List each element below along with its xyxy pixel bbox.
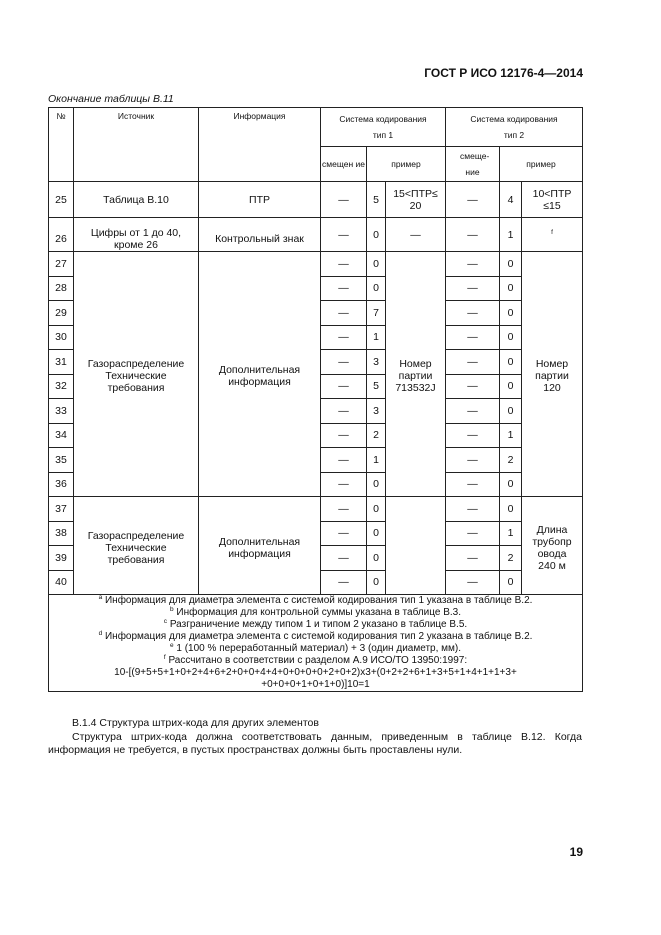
value1-cell: 3 — [367, 399, 386, 424]
source-cell: Цифры от 1 до 40, кроме 26 — [74, 218, 199, 252]
offset2-cell: — — [446, 521, 500, 546]
example2-cell: Номер партии 120 — [522, 252, 583, 497]
offset1-cell: — — [321, 325, 367, 350]
page-number: 19 — [569, 845, 583, 859]
header-row — [49, 108, 583, 147]
col-info-header: Информация — [199, 108, 321, 182]
example1-cell — [386, 497, 446, 595]
offset1-cell: — — [321, 423, 367, 448]
example2-cell — [522, 218, 583, 252]
offset1-cell: — — [321, 399, 367, 424]
col-example1-header: пример — [367, 147, 446, 182]
footnotes-cell — [49, 595, 583, 692]
offset1-cell: — — [321, 546, 367, 571]
info-cell: ПТР — [199, 182, 321, 218]
info-cell: Дополнительная информация — [199, 497, 321, 595]
value1-cell: 0 — [367, 570, 386, 595]
col-example2-header: пример — [500, 147, 583, 182]
offset1-cell: — — [321, 570, 367, 595]
row-number: 39 — [49, 546, 74, 571]
offset2-cell: — — [446, 301, 500, 326]
value2-cell: 0 — [500, 276, 522, 301]
section-block — [48, 717, 582, 758]
source-cell: Газораспределение Технические требования — [74, 252, 199, 497]
col-source-header: Источник — [74, 108, 199, 182]
offset2-cell: — — [446, 350, 500, 375]
section-title: B.1.4 Структура штрих-кода для других элементов — [72, 717, 319, 729]
col-offset1-header: смещен ие — [321, 147, 367, 182]
example1-cell: — — [386, 218, 446, 252]
barcode-table — [48, 107, 583, 692]
value1-cell: 1 — [367, 448, 386, 473]
row-number: 29 — [49, 301, 74, 326]
table-row — [49, 218, 583, 252]
value1-cell: 5 — [367, 374, 386, 399]
formula-line: 10-[(9+5+5+1+0+2+4+6+2+0+0+4+4+0+0+0+0+2+0+2)х3+(0+2+2+6+1+3+5+1+4+1+1+3+ — [114, 667, 517, 678]
col-sys1-header: Система кодирования тип 1 — [321, 108, 446, 147]
value2-cell: 0 — [500, 301, 522, 326]
row-number: 31 — [49, 350, 74, 375]
offset1-cell: — — [321, 218, 367, 252]
footnote: $^a$ Информация для диаметра элемента с системой кодирования тип 1 указана в таблице B.2. — [98, 594, 533, 606]
offset2-cell: — — [446, 497, 500, 522]
formula-line: +0+0+0+1+0+1+0)]10=1 — [261, 679, 370, 690]
offset2-cell: — — [446, 218, 500, 252]
value1-cell: 1 — [367, 325, 386, 350]
row-number: 25 — [49, 182, 74, 218]
footnote: $^c$ Разграничение между типом 1 и типом 2 указано в таблице B.5. — [163, 618, 468, 630]
value1-cell: 0 — [367, 218, 386, 252]
table-row — [49, 252, 583, 277]
offset2-cell: — — [446, 276, 500, 301]
offset1-cell: — — [321, 252, 367, 277]
footnote-ref: f — [551, 228, 553, 236]
source-cell: Газораспределение Технические требования — [74, 497, 199, 595]
value2-cell: 4 — [500, 182, 522, 218]
col-no-header: № — [49, 108, 74, 182]
table-row — [49, 497, 583, 522]
offset1-cell: — — [321, 448, 367, 473]
row-number: 34 — [49, 423, 74, 448]
row-number: 33 — [49, 399, 74, 424]
offset1-cell: — — [321, 301, 367, 326]
table-row — [49, 182, 583, 218]
value1-cell: 2 — [367, 423, 386, 448]
footnote: $^d$ Информация для диаметра элемента с системой кодирования тип 2 указана в таблице B.2. — [98, 630, 533, 642]
value2-cell: 0 — [500, 252, 522, 277]
col-sys2-header: Система кодирования тип 2 — [446, 108, 583, 147]
example1-cell: 15<ПТР≤ 20 — [386, 182, 446, 218]
offset2-cell: — — [446, 570, 500, 595]
example2-cell: 10<ПТР ≤15 — [522, 182, 583, 218]
offset1-cell: — — [321, 276, 367, 301]
value1-cell: 0 — [367, 546, 386, 571]
value2-cell: 0 — [500, 570, 522, 595]
offset2-cell: — — [446, 182, 500, 218]
col-offset2-header: смеще- ние — [446, 147, 500, 182]
value1-cell: 0 — [367, 521, 386, 546]
value2-cell: 0 — [500, 399, 522, 424]
row-number: 36 — [49, 472, 74, 497]
value2-cell: 2 — [500, 546, 522, 571]
value1-cell: 5 — [367, 182, 386, 218]
offset1-cell: — — [321, 350, 367, 375]
footnote: $^b$ Информация для контрольной суммы указана в таблице B.3. — [169, 606, 462, 618]
offset1-cell: — — [321, 182, 367, 218]
row-number: 32 — [49, 374, 74, 399]
offset2-cell: — — [446, 252, 500, 277]
footnotes-row — [49, 595, 583, 692]
offset1-cell: — — [321, 521, 367, 546]
table-caption: Окончание таблицы B.11 — [48, 93, 174, 105]
value1-cell: 7 — [367, 301, 386, 326]
info-cell: Дополнительная информация — [199, 252, 321, 497]
offset2-cell: — — [446, 546, 500, 571]
value2-cell: 0 — [500, 497, 522, 522]
offset1-cell: — — [321, 374, 367, 399]
offset1-cell: — — [321, 497, 367, 522]
offset2-cell: — — [446, 374, 500, 399]
example2-cell: Длина трубопр овода 240 м — [522, 497, 583, 595]
value1-cell: 0 — [367, 276, 386, 301]
value2-cell: 2 — [500, 448, 522, 473]
value1-cell: 0 — [367, 472, 386, 497]
row-number: 37 — [49, 497, 74, 522]
document-header: ГОСТ Р ИСО 12176-4—2014 — [424, 66, 583, 80]
footnote: $^e$ 1 (100 % переработанный материал) + 3 (один диаметр, мм). — [169, 642, 462, 654]
value2-cell: 1 — [500, 218, 522, 252]
offset2-cell: — — [446, 325, 500, 350]
section-text: Структура штрих-кода должна соответствовать данным, приведенным в таблице B.12. Когда информация не требуется, в пустых пространствах должны быть проставлены нули. — [48, 730, 582, 756]
offset1-cell: — — [321, 472, 367, 497]
offset2-cell: — — [446, 399, 500, 424]
row-number: 26 — [49, 218, 74, 252]
footnote: $^f$ Рассчитано в соответствии с разделом A.9 ИСО/ТО 13950:1997: — [163, 654, 468, 666]
row-number: 30 — [49, 325, 74, 350]
offset2-cell: — — [446, 423, 500, 448]
row-number: 40 — [49, 570, 74, 595]
source-cell: Таблица B.10 — [74, 182, 199, 218]
value2-cell: 1 — [500, 423, 522, 448]
value1-cell: 0 — [367, 497, 386, 522]
value2-cell: 0 — [500, 472, 522, 497]
value2-cell: 0 — [500, 374, 522, 399]
value2-cell: 1 — [500, 521, 522, 546]
offset2-cell: — — [446, 472, 500, 497]
row-number: 38 — [49, 521, 74, 546]
row-number: 28 — [49, 276, 74, 301]
row-number: 27 — [49, 252, 74, 277]
offset2-cell: — — [446, 448, 500, 473]
value2-cell: 0 — [500, 325, 522, 350]
row-number: 35 — [49, 448, 74, 473]
value1-cell: 0 — [367, 252, 386, 277]
info-cell: Контрольный знак — [199, 218, 321, 252]
value2-cell: 0 — [500, 350, 522, 375]
example1-cell: Номер партии 713532J — [386, 252, 446, 497]
value1-cell: 3 — [367, 350, 386, 375]
